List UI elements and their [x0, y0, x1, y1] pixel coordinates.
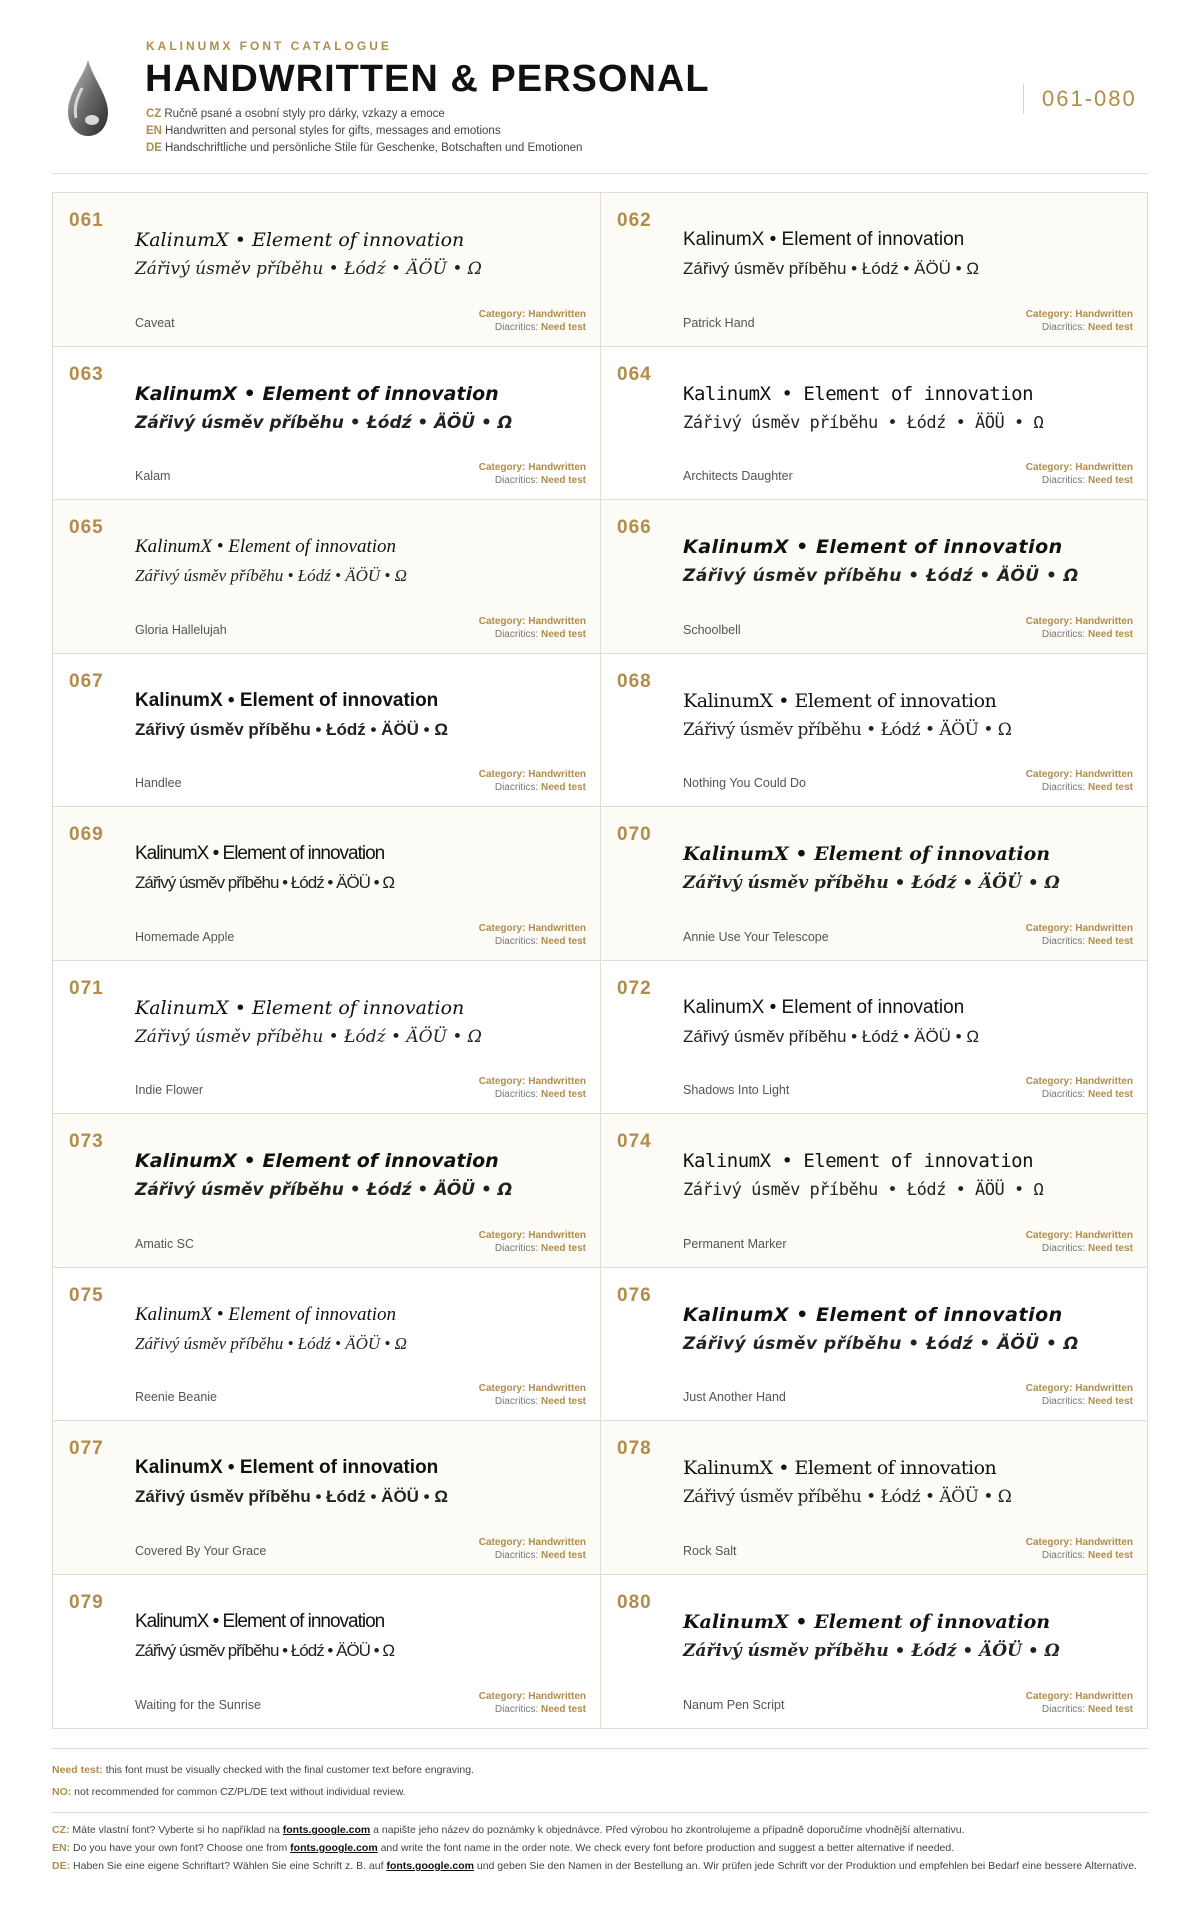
diacritics-line [479, 935, 586, 948]
font-name: Patrick Hand [683, 315, 755, 330]
font-card[interactable] [53, 1268, 600, 1421]
diacritics-line [1026, 321, 1133, 334]
diacritics-value: Need test [1087, 782, 1133, 793]
diacritics-label: Diacritics: [494, 321, 539, 333]
font-card[interactable] [600, 654, 1147, 807]
font-meta [479, 922, 586, 948]
sample-line-1: KalinumX • Element of innovation [135, 689, 439, 711]
google-fonts-link[interactable]: fonts.google.com [290, 1842, 378, 1854]
diacritics-line [1026, 935, 1133, 948]
diacritics-label: Diacritics: [1041, 782, 1086, 793]
font-number: 073 [69, 1131, 104, 1152]
sample-line-2: Zářivý úsměv příběhu • Łódź • ÄÖÜ • Ω [683, 1026, 980, 1046]
category-line [1026, 768, 1133, 781]
sample-line-1: KalinumX • Element of innovation [683, 1610, 1051, 1633]
no-key: NO: [52, 1786, 72, 1798]
font-card[interactable] [600, 1575, 1147, 1729]
font-number: 074 [617, 1131, 652, 1152]
diacritics-value: Need test [540, 782, 586, 793]
font-name: Kalam [135, 469, 171, 483]
sample-line-1: KalinumX • Element of innovation [135, 1303, 397, 1325]
sample-line-2: Zářivý úsměv příběhu • Łódź • ÄÖÜ • Ω [683, 259, 980, 278]
category-label: Category: [478, 769, 526, 780]
category-line [479, 922, 586, 935]
font-grid [52, 192, 1148, 1729]
note-text: and write the font name in the order note. We check every font before production and suggest a better alternative if needed. [380, 1842, 955, 1854]
font-card[interactable] [53, 807, 600, 960]
diacritics-line [479, 1703, 586, 1716]
note-text: Máte vlastní font? Vyberte si ho například na [72, 1824, 280, 1836]
sample-line-1: KalinumX • Element of innovation [683, 1150, 1034, 1172]
font-meta [1026, 1690, 1133, 1716]
category-label: Category: [1025, 462, 1073, 473]
category-value: Handwritten [528, 1691, 586, 1702]
diacritics-line [479, 474, 586, 487]
font-card[interactable] [53, 654, 600, 807]
diacritics-value: Need test [540, 321, 586, 333]
sample-line-1: KalinumX • Element of innovation [135, 382, 499, 405]
diacritics-label: Diacritics: [494, 782, 539, 793]
font-row [53, 193, 1147, 347]
category-line [1026, 1382, 1133, 1395]
font-meta [1026, 768, 1133, 794]
category-value: Handwritten [1075, 308, 1133, 320]
font-meta [479, 1536, 586, 1562]
diacritics-line [1026, 1549, 1133, 1562]
sample-line-2: Zářivý úsměv příběhu • Łódź • ÄÖÜ • Ω [135, 412, 513, 433]
sample-line-1: KalinumX • Element of innovation [135, 1150, 499, 1172]
sample-line-2: Zářivý úsměv příběhu • Łódź • ÄÖÜ • Ω [135, 259, 482, 279]
diacritics-value: Need test [1087, 321, 1133, 333]
diacritics-label: Diacritics: [1041, 321, 1086, 333]
font-meta [479, 1229, 586, 1255]
font-meta [479, 615, 586, 641]
diacritics-value: Need test [1087, 935, 1133, 947]
font-number: 069 [69, 824, 104, 845]
font-name: Permanent Marker [683, 1236, 787, 1251]
diacritics-label: Diacritics: [1041, 1396, 1086, 1407]
sample-line-2: Zářivý úsměv příběhu • Łódź • ÄÖÜ • Ω [135, 719, 448, 739]
sample-line-1: KalinumX • Element of innovation [683, 382, 1034, 405]
sample-line-2: Zářivý úsměv příběhu • Łódź • ÄÖÜ • Ω [135, 1026, 482, 1047]
category-label: Category: [1025, 1076, 1073, 1087]
font-card[interactable] [53, 347, 600, 500]
font-card[interactable] [600, 1421, 1147, 1574]
lang-key: EN: [52, 1842, 71, 1854]
font-name: Shadows Into Light [683, 1083, 790, 1097]
font-row [53, 654, 1147, 808]
font-card[interactable] [600, 193, 1147, 346]
lang-code: CZ [146, 108, 162, 120]
font-name: Reenie Beanie [135, 1390, 218, 1404]
font-name: Annie Use Your Telescope [683, 929, 829, 944]
font-number: 063 [69, 363, 104, 385]
diacritics-label: Diacritics: [1041, 475, 1086, 486]
diacritics-value: Need test [540, 935, 586, 947]
catalogue-kicker: KALINUMX FONT CATALOGUE [146, 39, 392, 53]
font-name: Architects Daughter [683, 469, 793, 483]
font-name: Gloria Hallelujah [135, 622, 227, 637]
font-card[interactable] [53, 961, 600, 1114]
diacritics-value: Need test [540, 1704, 586, 1715]
lang-key: DE: [52, 1860, 71, 1872]
diacritics-value: Need test [1087, 1242, 1133, 1254]
diacritics-line [1026, 1703, 1133, 1716]
diacritics-label: Diacritics: [494, 1242, 539, 1254]
font-meta [479, 1690, 586, 1716]
sample-line-2: Zářivý úsměv příběhu • Łódź • ÄÖÜ • Ω [683, 566, 1079, 586]
category-line [1026, 1229, 1133, 1242]
category-line [479, 1690, 586, 1703]
lang-key: CZ: [52, 1824, 70, 1836]
font-meta [1026, 922, 1133, 948]
sample-line-2: Zářivý úsměv příběhu • Łódź • ÄÖÜ • Ω [683, 719, 1012, 740]
font-number: 076 [617, 1284, 652, 1306]
no-text: not recommended for common CZ/PL/DE text without individual review. [74, 1786, 406, 1798]
font-meta [1026, 615, 1133, 641]
font-card[interactable] [600, 347, 1147, 500]
font-meta [479, 1075, 586, 1101]
category-value: Handwritten [1075, 1229, 1133, 1241]
sample-line-2: Zářivý úsměv příběhu • Łódź • ÄÖÜ • Ω [683, 873, 1060, 893]
diacritics-label: Diacritics: [494, 1549, 539, 1561]
font-name: Homemade Apple [135, 929, 235, 944]
diacritics-line [1026, 474, 1133, 487]
sample-line-2: Zářivý úsměv příběhu • Łódź • ÄÖÜ • Ω [135, 566, 407, 585]
category-value: Handwritten [1075, 1691, 1133, 1702]
font-card[interactable] [53, 1575, 600, 1729]
category-line [479, 1229, 586, 1242]
font-name: Caveat [135, 315, 175, 330]
sample-line-2: Zářivý úsměv příběhu • Łódź • ÄÖÜ • Ω [683, 1180, 1044, 1200]
category-label: Category: [1025, 308, 1073, 320]
diacritics-label: Diacritics: [494, 475, 539, 486]
description-text: Handwritten and personal styles for gifts, messages and emotions [164, 125, 501, 137]
font-row [53, 1575, 1147, 1729]
category-line [479, 1536, 586, 1549]
sample-line-1: KalinumX • Element of innovation [683, 229, 965, 250]
font-number: 066 [617, 517, 652, 538]
sample-line-1: KalinumX • Element of innovation [135, 996, 465, 1019]
category-label: Category: [1025, 922, 1073, 934]
diacritics-line [479, 1395, 586, 1408]
google-fonts-link[interactable]: fonts.google.com [386, 1860, 474, 1872]
category-line [1026, 1690, 1133, 1703]
diacritics-value: Need test [540, 628, 586, 640]
diacritics-value: Need test [540, 1396, 586, 1407]
diacritics-value: Need test [540, 1089, 586, 1100]
need-test-text: this font must be visually checked with the final customer text before engraving. [105, 1764, 474, 1776]
font-card[interactable] [600, 807, 1147, 960]
diacritics-line [1026, 1395, 1133, 1408]
category-label: Category: [478, 462, 526, 473]
category-label: Category: [478, 615, 526, 627]
font-row [53, 1268, 1147, 1422]
font-card[interactable] [53, 193, 600, 346]
category-value: Handwritten [1075, 1383, 1133, 1394]
diacritics-label: Diacritics: [1041, 1549, 1086, 1561]
description-text: Ručně psané a osobní styly pro dárky, vzkazy a emoce [164, 108, 445, 120]
sample-line-2: Zářivý úsměv příběhu • Łódź • ÄÖÜ • Ω [135, 873, 395, 892]
google-fonts-link[interactable]: fonts.google.com [282, 1824, 371, 1836]
sample-line-2: Zářivý úsměv příběhu • Łódź • ÄÖÜ • Ω [683, 1487, 1012, 1507]
sample-line-1: KalinumX • Element of innovation [683, 843, 1051, 865]
font-meta [479, 768, 586, 794]
sample-line-2: Zářivý úsměv příběhu • Łódź • ÄÖÜ • Ω [135, 1180, 513, 1200]
font-card[interactable] [600, 961, 1147, 1114]
category-line [1026, 1075, 1133, 1088]
category-label: Category: [1025, 615, 1073, 627]
category-value: Handwritten [528, 1383, 586, 1394]
diacritics-line [479, 781, 586, 794]
category-value: Handwritten [528, 922, 586, 934]
font-number: 078 [617, 1438, 652, 1459]
font-number: 068 [617, 670, 652, 692]
diacritics-line [479, 1549, 586, 1562]
font-row [53, 500, 1147, 654]
page-title: HANDWRITTEN & PERSONAL [145, 58, 710, 100]
font-card[interactable] [600, 1268, 1147, 1421]
font-name: Amatic SC [135, 1236, 195, 1251]
diacritics-line [1026, 1088, 1133, 1101]
diacritics-label: Diacritics: [494, 1704, 539, 1715]
note-text: a napište jeho název do poznámky k objednávce. Před výrobou ho zkontrolujeme a případně doporučíme vhodnější alternativu. [373, 1824, 965, 1836]
category-value: Handwritten [528, 462, 586, 473]
font-name: Handlee [135, 776, 182, 790]
category-value: Handwritten [1075, 1076, 1133, 1087]
font-card[interactable] [53, 500, 600, 653]
diacritics-line [1026, 628, 1133, 641]
font-meta [479, 461, 586, 487]
category-line [1026, 461, 1133, 474]
note-text: Haben Sie eine eigene Schriftart? Wählen Sie eine Schrift z. B. auf [73, 1860, 384, 1872]
sample-line-1: KalinumX • Element of innovation [135, 843, 385, 864]
category-value: Handwritten [1075, 462, 1133, 473]
category-label: Category: [478, 1229, 526, 1241]
description-text: Handschriftliche und persönliche Stile für Geschenke, Botschaften und Emotionen [164, 142, 583, 154]
category-label: Category: [1025, 1229, 1073, 1241]
category-label: Category: [478, 308, 526, 320]
font-card[interactable] [600, 1114, 1147, 1267]
font-name: Waiting for the Sunrise [135, 1698, 261, 1712]
need-test-note [52, 1763, 1148, 1778]
lang-code: EN [146, 125, 162, 137]
description-en [146, 125, 501, 137]
sample-line-1: KalinumX • Element of innovation [683, 689, 997, 712]
category-value: Handwritten [528, 615, 586, 627]
font-row [53, 807, 1147, 961]
category-value: Handwritten [1075, 1536, 1133, 1548]
font-number: 067 [69, 670, 104, 692]
category-line [479, 768, 586, 781]
category-line [1026, 922, 1133, 935]
category-value: Handwritten [1075, 769, 1133, 780]
font-number: 077 [69, 1438, 104, 1459]
need-test-key: Need test: [52, 1764, 103, 1776]
font-meta [479, 308, 586, 334]
footer-divider [52, 1812, 1148, 1813]
sample-line-2: Zářivý úsměv příběhu • Łódź • ÄÖÜ • Ω [135, 1487, 448, 1506]
diacritics-label: Diacritics: [494, 935, 539, 947]
diacritics-value: Need test [1087, 1549, 1133, 1561]
font-meta [1026, 1075, 1133, 1101]
category-label: Category: [1025, 769, 1073, 780]
font-number: 064 [617, 363, 652, 385]
font-card[interactable] [53, 1114, 600, 1267]
custom-font-note-de [52, 1859, 1148, 1874]
diacritics-value: Need test [1087, 475, 1133, 486]
font-meta [1026, 1536, 1133, 1562]
diacritics-label: Diacritics: [1041, 1089, 1086, 1100]
category-label: Category: [478, 1536, 526, 1548]
font-name: Rock Salt [683, 1543, 737, 1558]
font-meta [1026, 308, 1133, 334]
category-line [479, 1075, 586, 1088]
sample-line-1: KalinumX • Element of innovation [135, 229, 465, 251]
category-label: Category: [1025, 1536, 1073, 1548]
sample-line-1: KalinumX • Element of innovation [683, 536, 1063, 558]
font-meta [1026, 461, 1133, 487]
font-number: 079 [69, 1591, 104, 1613]
diacritics-label: Diacritics: [1041, 1242, 1086, 1254]
catalogue-header [52, 36, 1148, 174]
category-value: Handwritten [528, 1076, 586, 1087]
font-meta [1026, 1382, 1133, 1408]
category-label: Category: [478, 922, 526, 934]
category-value: Handwritten [1075, 922, 1133, 934]
font-number: 072 [617, 977, 652, 999]
font-meta [1026, 1229, 1133, 1255]
diacritics-line [479, 628, 586, 641]
diacritics-value: Need test [540, 1242, 586, 1254]
font-number: 062 [617, 210, 652, 231]
diacritics-label: Diacritics: [1041, 1704, 1086, 1715]
note-text: und geben Sie den Namen in der Bestellung an. Wir prüfen jede Schrift vor der Produktion und empfehlen bei Bedarf eine bessere Alternative. [476, 1860, 1138, 1872]
category-line [479, 615, 586, 628]
sample-line-1: KalinumX • Element of innovation [683, 1457, 997, 1479]
category-value: Handwritten [1075, 615, 1133, 627]
custom-font-note-en [52, 1841, 1148, 1856]
category-line [1026, 615, 1133, 628]
water-drop-logo-icon [62, 58, 112, 138]
category-value: Handwritten [528, 1536, 586, 1548]
category-line [1026, 1536, 1133, 1549]
diacritics-label: Diacritics: [494, 1089, 539, 1100]
sample-line-2: Zářivý úsměv příběhu • Łódź • ÄÖÜ • Ω [683, 1640, 1060, 1661]
catalogue-range: 061-080 [1023, 84, 1148, 114]
font-card[interactable] [53, 1421, 600, 1574]
diacritics-value: Need test [540, 475, 586, 486]
category-value: Handwritten [528, 308, 586, 320]
font-row [53, 347, 1147, 501]
diacritics-label: Diacritics: [494, 1396, 539, 1407]
description-cz [146, 108, 445, 120]
font-meta [479, 1382, 586, 1408]
font-number: 065 [69, 517, 104, 538]
diacritics-line [1026, 1242, 1133, 1255]
font-number: 080 [617, 1591, 652, 1613]
no-note [52, 1785, 1148, 1800]
category-label: Category: [1025, 1691, 1073, 1702]
font-number: 075 [69, 1284, 104, 1306]
font-number: 061 [69, 210, 104, 231]
font-name: Nothing You Could Do [683, 776, 807, 790]
sample-line-1: KalinumX • Element of innovation [135, 536, 397, 557]
lang-code: DE [146, 142, 162, 154]
sample-line-1: KalinumX • Element of innovation [683, 996, 965, 1018]
sample-line-2: Zářivý úsměv příběhu • Łódź • ÄÖÜ • Ω [683, 1333, 1079, 1354]
diacritics-label: Diacritics: [1041, 628, 1086, 640]
description-de [146, 142, 582, 154]
diacritics-line [479, 321, 586, 334]
diacritics-value: Need test [540, 1549, 586, 1561]
custom-font-note-cz [52, 1823, 1148, 1838]
category-line [479, 461, 586, 474]
font-row [53, 1421, 1147, 1575]
diacritics-label: Diacritics: [494, 628, 539, 640]
font-name: Nanum Pen Script [683, 1698, 785, 1712]
font-row [53, 961, 1147, 1115]
category-line [479, 1382, 586, 1395]
font-card[interactable] [600, 500, 1147, 653]
font-number: 070 [617, 824, 652, 845]
category-line [1026, 308, 1133, 321]
sample-line-1: KalinumX • Element of innovation [135, 1457, 439, 1478]
diacritics-label: Diacritics: [1041, 935, 1086, 947]
font-name: Just Another Hand [683, 1390, 786, 1404]
diacritics-value: Need test [1087, 1089, 1133, 1100]
note-text: Do you have your own font? Choose one from [73, 1842, 288, 1854]
font-name: Indie Flower [135, 1083, 204, 1097]
diacritics-line [1026, 781, 1133, 794]
category-label: Category: [478, 1383, 526, 1394]
sample-line-2: Zářivý úsměv příběhu • Łódź • ÄÖÜ • Ω [683, 412, 1044, 433]
sample-line-1: KalinumX • Element of innovation [683, 1303, 1063, 1326]
sample-line-1: KalinumX • Element of innovation [135, 1610, 385, 1632]
font-name: Schoolbell [683, 622, 741, 637]
category-line [479, 308, 586, 321]
diacritics-value: Need test [1087, 628, 1133, 640]
sample-line-2: Zářivý úsměv příběhu • Łódź • ÄÖÜ • Ω [135, 1640, 395, 1660]
diacritics-line [479, 1242, 586, 1255]
category-value: Handwritten [528, 1229, 586, 1241]
diacritics-line [479, 1088, 586, 1101]
font-name: Covered By Your Grace [135, 1543, 267, 1558]
category-value: Handwritten [528, 769, 586, 780]
font-row [53, 1114, 1147, 1268]
footer-notes [52, 1748, 1148, 1877]
sample-line-2: Zářivý úsměv příběhu • Łódź • ÄÖÜ • Ω [135, 1333, 407, 1353]
category-label: Category: [1025, 1383, 1073, 1394]
category-label: Category: [478, 1691, 526, 1702]
diacritics-value: Need test [1087, 1396, 1133, 1407]
diacritics-value: Need test [1087, 1704, 1133, 1715]
font-number: 071 [69, 977, 104, 999]
category-label: Category: [478, 1076, 526, 1087]
